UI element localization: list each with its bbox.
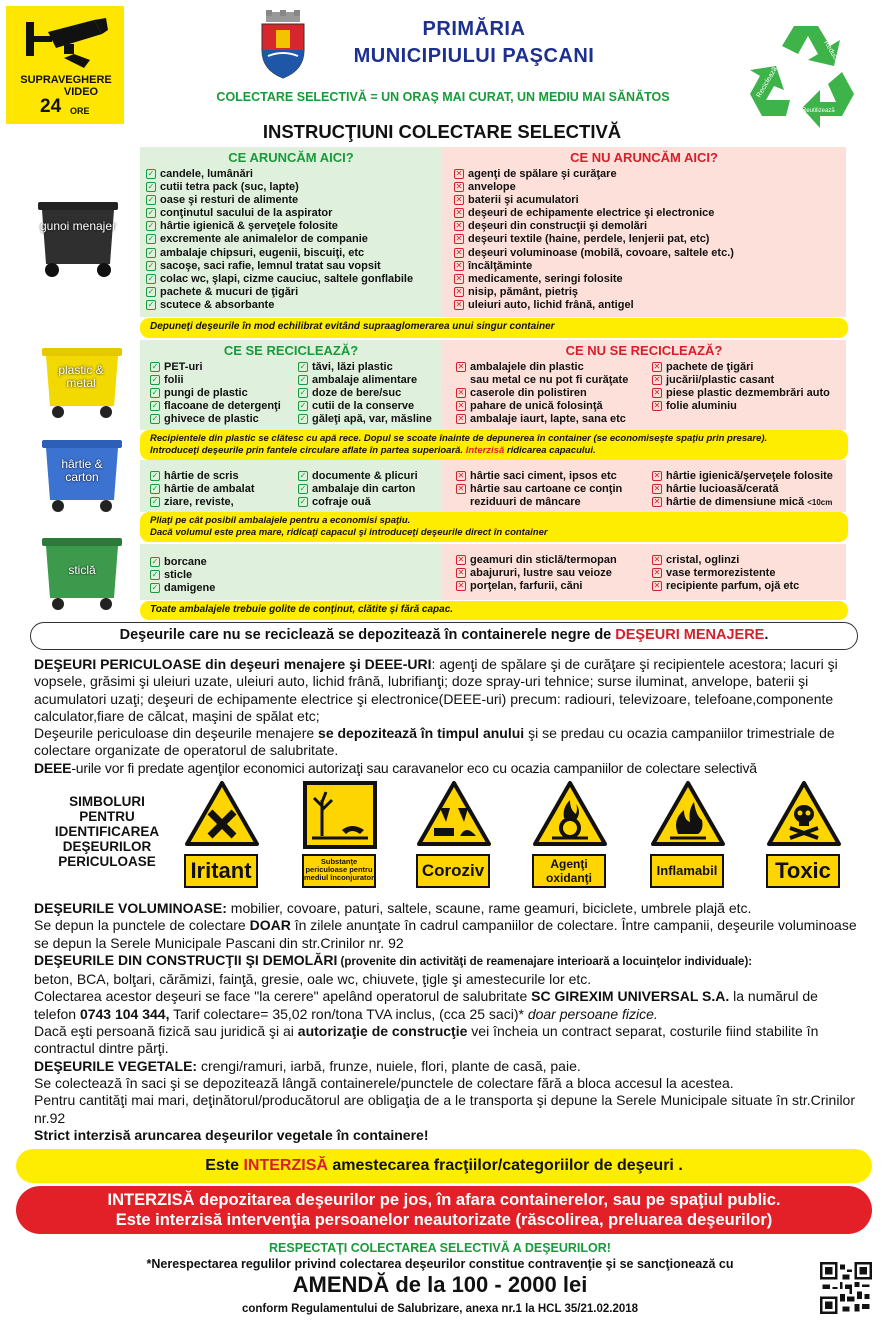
paper-note [140, 512, 848, 542]
blue-bin-label: hârtie & carton [61, 457, 103, 484]
green-waste-p3: Pentru cantităţi mai mari, deţinătorul/producătorul are obligaţia de a le transporta şi depune la Serele Municipale situate în str.Crinilor nr.92 [34, 1092, 855, 1126]
general-yes-panel [140, 147, 442, 317]
check-icon: ✓ [299, 484, 307, 494]
glass-no-panel [442, 544, 846, 600]
paper-yes-list-1 [150, 470, 300, 509]
check-icon: ✓ [147, 169, 155, 178]
plastic-yes-title: CE SE RECICLEAZĂ? [223, 343, 359, 358]
list-item: ✓ sticle [151, 569, 193, 582]
list-item: ✓ hârtie de ambalat [151, 483, 255, 496]
green-waste-title: DEŞEURILE VEGETALE: crengi/ramuri, iarbă, frunze, nuiele, flori, plante de casă, paie. [34, 1057, 581, 1074]
paper-note-line2: Dacă volumul este prea mare, ridicaţi capacul şi introduceţi deşeurile direct în container [150, 527, 548, 538]
construction-p2: Colectarea acestor deşeuri se face "la cerere" apelând operatorul de salubritate SC GIREXIM UNIVERSAL S.A. la numărul de telefon 0743 104 344, Tarif colectare= 35,02 ron/tona TVA inclus, (cca 25 saci)* doar persoane fizice. [34, 988, 818, 1022]
black-bin [36, 196, 120, 280]
check-icon: ✓ [147, 234, 155, 244]
list-item: ✓ ambalaje din carton [299, 483, 416, 496]
check-icon: ✓ [299, 388, 307, 398]
list-item: ✕ baterii şi acumulatori [455, 194, 579, 207]
list-item: ✓ damigene [151, 582, 216, 595]
check-icon: ✓ [299, 375, 307, 385]
plastic-yes-list-2 [298, 361, 442, 426]
cctv-line1: SUPRAVEGHERE [20, 74, 112, 86]
plastic-no-title: CE NU SE RECICLEAZĂ? [565, 343, 723, 358]
paper-no-panel [442, 460, 846, 512]
footer-penalty-note: *Nerespectarea regulilor privind colectarea deşeurilor constitue contravenţie şi se sancţionează cu [146, 1257, 734, 1271]
list-item: ✕ ambalaje iaurt, lapte, sana etc [457, 413, 626, 426]
header-title-line1: PRIMĂRIA [422, 18, 526, 40]
construction-list: beton, BCA, bolţari, cărămizi, fainţă, gresie, oale wc, chiuvete, ţigle şi amestecurile lor etc. [34, 971, 592, 988]
hazard-label-oxidizer: Agenţi oxidanţi [532, 854, 606, 888]
check-icon: ✓ [299, 497, 307, 507]
cross-icon: ✕ [653, 568, 661, 578]
list-item: ✓ folii [151, 374, 184, 387]
hazard-label-irritant: Iritant [184, 854, 258, 888]
paper-yes-panel [140, 460, 442, 512]
plastic-no-list-2 [652, 361, 846, 413]
cross-icon: ✕ [653, 484, 661, 494]
list-item: ✕ geamuri din sticlă/termopan [457, 554, 617, 566]
recycle-label-reduce: Reduce [822, 39, 841, 64]
glass-no-list-2 [652, 554, 846, 593]
list-item: ✓ ghivece de plastic [151, 413, 259, 426]
dumping-forbidden-banner [16, 1186, 872, 1234]
city-coat-of-arms-icon [258, 10, 308, 80]
glass-no-list-1 [456, 554, 652, 593]
cross-icon: ✕ [653, 362, 661, 371]
check-icon: ✓ [151, 362, 159, 371]
recycle-icon [746, 20, 860, 130]
paper-yes-list-2 [298, 470, 442, 509]
oxidizer-icon [532, 780, 608, 850]
list-item: ✓ ambalaje chipsuri, eugenii, biscuiţi, etc [147, 246, 365, 259]
dumping-forbidden-line2: Este interzisă intervenţia persoanelor neautorizate (răscolirea, preluarea deşeurilor) [115, 1211, 773, 1229]
check-icon: ✓ [299, 401, 307, 411]
cross-icon: ✕ [653, 375, 661, 385]
plastic-note-line1: Recipientele din plastic se clătesc cu apă rece. Dopul se scoate înainte de depunerea în container (se economiseşte spaţiu prin presare). [150, 433, 768, 444]
check-icon: ✓ [151, 401, 159, 411]
black-bin-label: gunoi menajer [39, 219, 117, 233]
list-item: ✓ cutii de la conserve [299, 400, 415, 413]
hazardous-p2: Deşeurile periculoase din deşeurile menajere se depozitează în timpul anului şi se predau cu ocazia campaniilor trimestriale de colectare organizate de operatorul de salubritate. [34, 725, 835, 759]
list-item: ✕ încălţăminte [455, 259, 533, 272]
check-icon: ✓ [151, 484, 159, 494]
glass-yes-panel [140, 544, 442, 600]
list-item: ✕ deşeuri de echipamente electrice şi electronice [455, 207, 715, 220]
check-icon: ✓ [299, 362, 307, 371]
hazard-environment [302, 780, 378, 882]
cctv-text [10, 74, 122, 98]
general-yes-list [146, 168, 442, 312]
general-note: Depuneţi deşeurile în mod echilibrat evitând supraaglomerarea unui singur container [140, 318, 848, 338]
cross-icon: ✕ [457, 484, 465, 494]
cross-icon: ✕ [653, 555, 661, 564]
list-item: ✕ nisip, pământ, pietriş [455, 285, 579, 298]
check-icon: ✓ [151, 497, 159, 507]
cross-icon: ✕ [653, 497, 661, 507]
check-icon: ✓ [151, 557, 159, 566]
cross-icon: ✕ [457, 471, 465, 480]
page-header-title [318, 16, 630, 70]
check-icon: ✓ [147, 195, 155, 205]
instructions-title: INSTRUCŢIUNI COLECTARE SELECTIVĂ [262, 121, 622, 142]
cross-icon: ✕ [455, 273, 463, 283]
cross-icon: ✕ [455, 299, 463, 309]
list-item: ✓ cofraje ouă [299, 496, 371, 509]
cross-icon: ✕ [457, 568, 465, 578]
cross-icon: ✕ [457, 555, 465, 564]
list-item: ✕ caserole din polistiren [457, 387, 587, 400]
check-icon: ✓ [147, 286, 155, 296]
plastic-no-list-1 [456, 361, 652, 426]
construction-title: DEŞEURILE DIN CONSTRUCŢII ŞI DEMOLĂRI (provenite din activităţi de reamenajare interioară a locuinţelor individuale): [34, 951, 753, 968]
check-icon: ✓ [151, 583, 159, 593]
list-item: ✕ deşeuri din construcţii şi demolări [455, 220, 648, 233]
check-icon: ✓ [151, 375, 159, 385]
green-waste-p4: Strict interzisă aruncarea deşeurilor vegetale în containere! [34, 1126, 429, 1143]
check-icon: ✓ [151, 388, 159, 398]
cross-icon: ✕ [455, 221, 463, 231]
general-no-panel [442, 147, 846, 317]
list-item: ✕ abajururi, lustre sau veioze [457, 567, 612, 580]
list-item: ✓ hârtie de scris [151, 470, 239, 482]
cross-icon: ✕ [455, 208, 463, 218]
construction-p3: Dacă eşti persoană fizică sau juridică şi ai autorizaţie de construcţie vei încheia un contract separat, costurile fiind stabilite în contractul dintre părţi. [34, 1023, 819, 1057]
check-icon: ✓ [151, 570, 159, 580]
cross-icon: ✕ [457, 581, 465, 591]
hazard-label-toxic: Toxic [766, 854, 840, 888]
plastic-no-panel [442, 340, 846, 430]
hazard-flammable [650, 780, 726, 878]
cross-icon: ✕ [457, 362, 465, 371]
plastic-note-line2: Introduceţi deşeurile prin fantele circulare aflate în partea superioară. Interzisă ridicarea capacului. [150, 445, 596, 456]
list-item: reziduuri de mâncare [470, 496, 581, 509]
check-icon: ✓ [147, 247, 155, 257]
list-item: ✕ hârtie lucioasă/cerată [653, 483, 779, 496]
hazardous-p1: DEŞEURI PERICULOASE din deşeuri menajere şi DEEE-URI: agenţi de spălare şi de curăţare şi recipientele acestora; lacuri şi vopsele, grăsimi şi uleiuri uzate, uleiuri auto, lichid frână, lubrifianţi; doze spray-uri tehnice; surse iluminat, anvelope, baterii şi acumulatori uzaţi; deşeuri de echipamente electrice şi electronice(DEEE-uri) precum: radiouri, televizoare, telefoane,componente calculator,fiare de călcat, maşini de spălat etc; [34, 656, 838, 724]
bulky-waste-text [34, 900, 860, 1144]
skull-icon [766, 780, 842, 850]
green-waste-p2: Se colectează în saci şi se depozitează lângă containerele/punctele de colectare fără a bloca accesul la acestea. [34, 1074, 734, 1091]
list-item: ✓ scutece & absorbante [147, 298, 275, 311]
hazard-label-environment: Substanţe periculoase pentru mediul înconjurator [302, 854, 376, 888]
cross-icon: ✕ [455, 182, 463, 192]
cctv-unit: ORE [70, 106, 90, 116]
list-item: ✓ sacoşe, saci rafie, lemnul tratat sau vopsit [147, 259, 381, 272]
list-item: ✓ ambalaje alimentare [299, 374, 418, 387]
list-item: ✕ vase termorezistente [653, 567, 776, 580]
plastic-note [140, 430, 848, 460]
cross-icon: ✕ [455, 195, 463, 205]
general-no-list [454, 168, 844, 312]
paper-note-line1: Pliaţi pe cât posibil ambalajele pentru a economisi spaţiu. [150, 515, 411, 526]
check-icon: ✓ [147, 208, 155, 218]
check-icon: ✓ [147, 299, 155, 309]
camera-icon [24, 14, 108, 70]
hazard-symbols-title: SIMBOLURI PENTRU IDENTIFICAREA DEŞEURILOR PERICULOASE [54, 794, 160, 869]
environment-hazard-icon [302, 780, 378, 850]
list-item: ✓ găleţi apă, var, măsline [299, 413, 432, 426]
list-item: ✕ cristal, oglinzi [653, 554, 740, 566]
list-item: ✓ conţinutul sacului de la aspirator [147, 207, 333, 220]
list-item: ✕ hârtie sau cartoane ce conţin [457, 483, 623, 496]
recycle-label-recycle: Reciclează [755, 65, 779, 99]
small-size-note: <10cm [807, 498, 833, 508]
list-item: ✕ jucării/plastic casant [653, 374, 775, 387]
list-item: sau metal ce nu pot fi curăţate [470, 374, 629, 387]
list-item: ✕ deşeuri textile (haine, perdele, lenjerii pat, etc) [455, 233, 710, 246]
waste-bin-icon [36, 196, 120, 280]
cross-icon: ✕ [653, 401, 661, 411]
corrosive-icon [416, 780, 492, 850]
check-icon: ✓ [147, 260, 155, 270]
cross-icon: ✕ [455, 169, 463, 178]
cross-icon: ✕ [457, 414, 465, 424]
flame-icon [650, 780, 726, 850]
footer-fine: AMENDĂ de la 100 - 2000 lei [292, 1272, 588, 1297]
paper-no-list-1 [456, 470, 652, 509]
list-item: ✓ tăvi, lăzi plastic [299, 361, 393, 373]
list-item: ✕ uleiuri auto, lichid frână, antigel [455, 298, 634, 311]
list-item: ✕ hârtie de dimensiune mică <10cm [653, 496, 833, 509]
cctv-hours: 24 [40, 96, 62, 117]
list-item: ✓ pungi de plastic [151, 387, 248, 400]
list-item: ✕ deşeuri voluminoase (mobilă, covoare, saltele etc.) [455, 246, 734, 259]
cross-icon: ✕ [653, 581, 661, 591]
cross-icon: ✕ [653, 388, 661, 398]
green-bin [40, 534, 124, 614]
cross-icon: ✕ [457, 388, 465, 398]
bulky-p1: DEŞEURILE VOLUMINOASE: mobilier, covoare, paturi, saltele, scaune, rame geamuri, biciclete, umbrele plajă etc. [34, 900, 752, 916]
list-item: ✓ documente & plicuri [299, 470, 418, 482]
slogan: COLECTARE SELECTIVĂ = UN ORAŞ MAI CURAT, UN MEDIU MAI SĂNĂTOS [216, 90, 670, 104]
list-item: ✕ hârtie igienică/şerveţele folosite [653, 470, 833, 482]
cross-icon: ✕ [455, 286, 463, 296]
list-item: ✕ anvelope [455, 181, 516, 194]
list-item: ✕ piese plastic dezmembrări auto [653, 387, 830, 400]
list-item: ✕ pahare de unică folosinţă [457, 400, 603, 413]
check-icon: ✓ [299, 414, 307, 424]
list-item: ✓ borcane [151, 556, 207, 568]
check-icon: ✓ [151, 471, 159, 480]
list-item: ✕ hârtie saci ciment, ipsos etc [457, 470, 617, 482]
dumping-forbidden-line1: INTERZISĂ depozitarea deşeurilor pe jos, în afara containerelor, sau pe spaţiul public. [107, 1191, 781, 1209]
hazard-oxidizer [532, 780, 608, 885]
paper-no-list-2 [652, 470, 846, 509]
hazard-label-corrosive: Coroziv [416, 854, 490, 888]
cross-icon: ✕ [455, 234, 463, 244]
qr-code-icon[interactable] [820, 1262, 872, 1314]
footer-regulation: conform Regulamentului de Salubrizare, anexa nr.1 la HCL 35/21.02.2018 [241, 1303, 639, 1315]
list-item: ✕ recipiente parfum, ojă etc [653, 580, 800, 593]
check-icon: ✓ [147, 221, 155, 231]
list-item: ✓ PET-uri [151, 361, 203, 373]
hazardous-p3: DEEE-urile vor fi predate agenţilor economici autorizaţi sau caravanelor eco cu ocazia campaniilor de colectare selectivă [34, 759, 757, 776]
irritant-x-icon [184, 780, 260, 850]
hazard-corrosive [416, 780, 492, 880]
cross-icon: ✕ [653, 471, 661, 480]
recycle-label-reuse: Reutilizează [802, 108, 835, 114]
cctv-line2: VIDEO [63, 86, 99, 98]
list-item: ✓ pachete & mucuri de ţigări [147, 285, 299, 298]
yellow-bin-label: plastic & metal [58, 363, 104, 390]
check-icon: ✓ [299, 471, 307, 480]
glass-yes-list [150, 556, 350, 595]
list-item: ✓ colac wc, şlapi, cizme cauciuc, saltele gonflabile [147, 272, 414, 285]
hazard-toxic [766, 780, 842, 883]
cross-icon: ✕ [457, 401, 465, 411]
non-recyclable-rule: Deşeurile care nu se reciclează se depozitează în containerele negre de DEŞEURI MENAJERE. [30, 622, 858, 650]
general-yes-title: CE ARUNCĂM AICI? [228, 150, 354, 165]
hazard-irritant [184, 780, 260, 883]
hazard-label-flammable: Inflamabil [650, 854, 724, 888]
plastic-yes-panel [140, 340, 442, 430]
list-item: ✓ cutii tetra pack (suc, lapte) [147, 181, 299, 194]
cross-icon: ✕ [455, 260, 463, 270]
mixing-forbidden-banner: Este INTERZISĂ amestecarea fracţiilor/categoriilor de deşeuri . [16, 1149, 872, 1183]
footer-respect-line: RESPECTAŢI COLECTAREA SELECTIVĂ A DEŞEURILOR! [269, 1241, 611, 1255]
list-item: ✕ medicamente, seringi folosite [455, 272, 623, 285]
green-bin-label: sticlă [68, 563, 96, 577]
list-item: ✓ ziare, reviste, [151, 496, 234, 509]
check-icon: ✓ [147, 182, 155, 192]
blue-bin [40, 436, 124, 516]
list-item: ✓ doze de bere/suc [299, 387, 402, 400]
check-icon: ✓ [147, 273, 155, 283]
list-item: ✓ hârtie igienică & şerveţele folosite [147, 220, 338, 233]
list-item: ✓ candele, lumânări [147, 168, 253, 180]
general-no-title: CE NU ARUNCĂM AICI? [570, 150, 718, 165]
yellow-bin [40, 344, 124, 420]
list-item: ✕ pachete de ţigări [653, 361, 754, 373]
list-item: ✕ agenţi de spălare şi curăţare [455, 168, 617, 180]
bulky-p2: Se depun la punctele de colectare DOAR în zilele anunţate în cadrul campaniilor de colectare. Între campanii, deşeurile voluminoase se depun la Serele Municipale Pascani din str.Crinilor nr. 92 [34, 917, 857, 951]
cross-icon: ✕ [455, 247, 463, 257]
video-surveillance-badge [6, 6, 124, 124]
list-item: ✓ excremente ale animalelor de companie [147, 233, 368, 246]
list-item: ✓ oase şi resturi de alimente [147, 194, 299, 207]
list-item: ✓ flacoane de detergenţi [151, 400, 281, 413]
plastic-yes-list-1 [150, 361, 300, 426]
check-icon: ✓ [151, 414, 159, 424]
hazardous-waste-text [34, 656, 860, 777]
header-title-line2: MUNICIPIULUI PAŞCANI [353, 45, 595, 67]
list-item: ✕ ambalajele din plastic [457, 361, 584, 373]
glass-note: Toate ambalajele trebuie golite de conţinut, clătite şi fără capac. [140, 601, 848, 620]
list-item: ✕ folie aluminiu [653, 400, 737, 413]
list-item: ✕ porţelan, farfurii, căni [457, 580, 583, 593]
